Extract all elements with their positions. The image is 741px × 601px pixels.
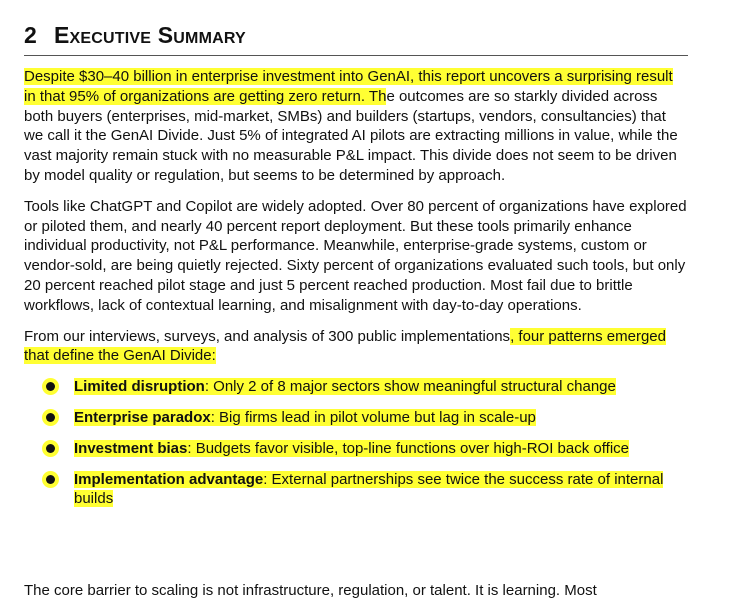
section-heading bbox=[24, 22, 688, 56]
paragraph-text: From our interviews, surveys, and analysis of 300 public implementations bbox=[24, 327, 511, 345]
list-item-content bbox=[74, 378, 616, 395]
cutoff-paragraph: The core barrier to scaling is not infrastructure, regulation, or talent. It is learning. Most bbox=[24, 582, 597, 599]
list-item bbox=[24, 377, 688, 397]
paragraph-patterns-intro bbox=[24, 327, 688, 367]
list-item-term: Limited disruption bbox=[74, 378, 205, 396]
paragraph-overview bbox=[24, 67, 688, 186]
highlighted-text: Despite $30–40 billion in enterprise investment into GenAI, this report uncovers a surprising result in that 95% of organizations are getting zero return. Th bbox=[24, 68, 673, 105]
document-page bbox=[24, 22, 688, 520]
list-item-content bbox=[74, 471, 663, 508]
list-item-text: : Budgets favor visible, top-line functions over high-ROI back office bbox=[187, 439, 629, 457]
list-item-text: : External partnerships see twice the success rate of internal builds bbox=[74, 470, 664, 508]
paragraph-text: e outcomes are so starkly divided across both buyers (enterprises, mid-market, SMBs) and builders (startups, vendors, consultancies) that we call it the GenAI Divide. Just 5% of integrated AI pilots are extracting millions in value, while the vast majority remain stuck with no measurable P&L impact. This divide does not seem to be driven by model quality or regulation, but seems to be determined by approach. bbox=[24, 87, 678, 184]
section-number: 2 bbox=[24, 22, 37, 48]
bullet-icon bbox=[46, 413, 55, 422]
list-item-term: Enterprise paradox bbox=[74, 408, 211, 426]
paragraph-adoption: Tools like ChatGPT and Copilot are widely adopted. Over 80 percent of organizations have explored or piloted them, and nearly 40 percent report deployment. But these tools primarily enhance individual productivity, not P&L performance. Meanwhile, enterprise-grade systems, custom or vendor-sold, are being quietly rejected. Sixty percent of organizations evaluated such tools, but only 20 percent reached pilot stage and just 5 percent reached production. Most fail due to brittle workflows, lack of contextual learning, and misalignment with day-to-day operations. bbox=[24, 197, 687, 314]
list-item-text: : Only 2 of 8 major sectors show meaningful structural change bbox=[204, 378, 616, 396]
highlighted-text: , four patterns emerged that define the GenAI Divide: bbox=[24, 327, 666, 365]
list-item-content bbox=[74, 409, 536, 426]
list-item-term: Implementation advantage bbox=[74, 470, 264, 488]
section-title: Executive Summary bbox=[54, 22, 246, 48]
bullet-icon bbox=[46, 382, 55, 391]
list-item bbox=[24, 439, 688, 459]
patterns-list bbox=[24, 377, 688, 509]
list-item bbox=[24, 470, 688, 510]
bullet-icon bbox=[46, 444, 55, 453]
list-item-term: Investment bias bbox=[74, 439, 188, 457]
list-item-content bbox=[74, 440, 629, 457]
list-item bbox=[24, 408, 688, 428]
list-item-text: : Big firms lead in pilot volume but lag in scale-up bbox=[210, 408, 536, 426]
bullet-icon bbox=[46, 475, 55, 484]
